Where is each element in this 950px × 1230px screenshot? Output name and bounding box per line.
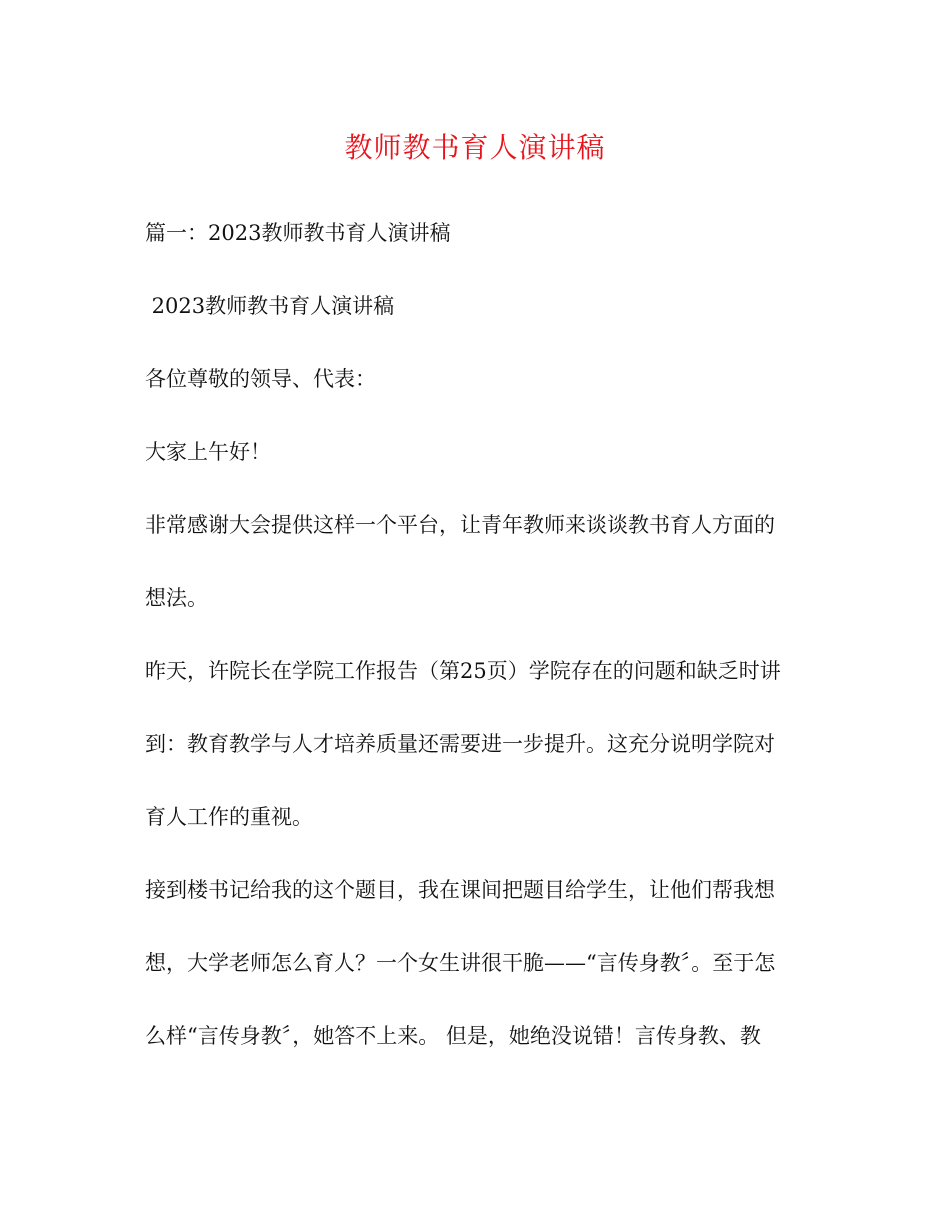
paragraph-line: 想，大学老师怎么育人？一个女生讲很干脆——“言传身教〞。至于怎 <box>145 951 776 975</box>
paragraph-line: 想法。 <box>145 586 208 610</box>
paragraph-line: 到：教育教学与人才培养质量还需要进一步提升。这充分说明学院对 <box>145 732 775 756</box>
salutation: 各位尊敬的领导、代表： <box>145 367 376 391</box>
paragraph-line: 么样“言传身教〞，她答不上来。 但是，她绝没说错！言传身教、教 <box>145 1024 761 1048</box>
document-title: 教师教书育人演讲稿 <box>344 131 606 164</box>
speech-subtitle: 2023教师教书育人演讲稿 <box>145 294 395 318</box>
paragraph-line: 昨天，许院长在学院工作报告（第25页）学院存在的问题和缺乏时讲 <box>145 659 781 683</box>
paragraph-line: 非常感谢大会提供这样一个平台，让青年教师来谈谈教书育人方面的 <box>145 513 775 537</box>
section-heading: 篇一：2023教师教书育人演讲稿 <box>145 221 451 245</box>
greeting: 大家上午好！ <box>145 440 271 464</box>
paragraph-line: 育人工作的重视。 <box>145 805 313 829</box>
paragraph-line: 接到楼书记给我的这个题目，我在课间把题目给学生，让他们帮我想 <box>145 878 775 902</box>
